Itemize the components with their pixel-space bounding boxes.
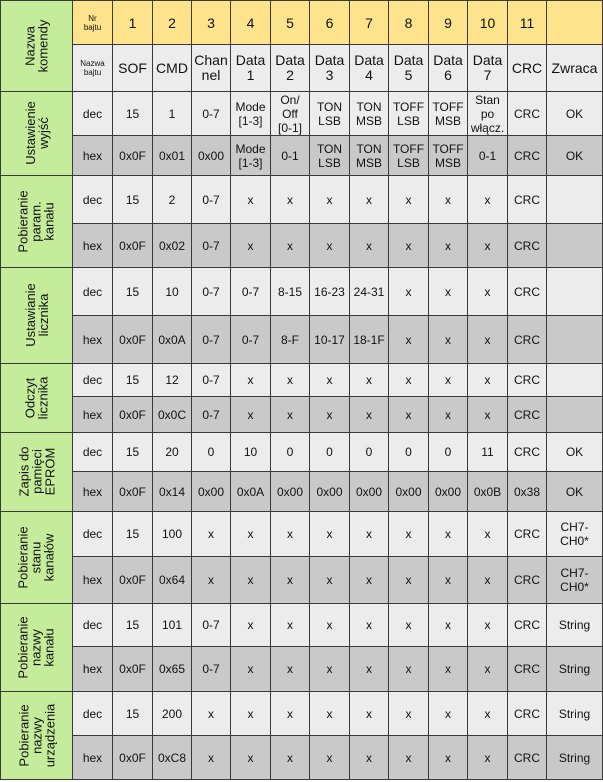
byte-value: x (350, 647, 389, 692)
byte-value: x (310, 604, 350, 647)
byte-value: x (310, 397, 350, 433)
byte-value: CH7- CH0* (547, 557, 603, 604)
byte-value: 0 (310, 433, 350, 472)
byte-value: OK (547, 433, 603, 472)
byte-value: x (468, 557, 508, 604)
byte-value: x (231, 647, 271, 692)
byte-value: 101 (153, 604, 192, 647)
byte-value: 0-7 (192, 604, 231, 647)
byte-value: 10-17 (310, 316, 350, 364)
table-row (1, 512, 603, 557)
byte-value: 0x00 (271, 472, 310, 512)
byte-value: CRC (508, 736, 547, 780)
byte-value: x (350, 397, 389, 433)
byte-value: x (231, 176, 271, 224)
byte-value: 20 (153, 433, 192, 472)
byte-value: 0-7 (192, 397, 231, 433)
byte-value: x (429, 512, 468, 557)
row-format-label: dec (73, 433, 113, 472)
byte-value: 16-23 (310, 268, 350, 316)
byte-value: 0x0F (113, 136, 153, 176)
byte-value: String (547, 692, 603, 736)
byte-value: x (350, 557, 389, 604)
byte-value: x (468, 512, 508, 557)
byte-value: 0x0F (113, 736, 153, 780)
byte-value: 0 (350, 433, 389, 472)
byte-value: CRC (508, 512, 547, 557)
row-format-label: hex (73, 472, 113, 512)
command-name-cell (1, 364, 73, 433)
table-row (1, 92, 603, 136)
byte-number: 8 (389, 1, 429, 45)
byte-value: x (271, 647, 310, 692)
byte-value: TOFF MSB (429, 92, 468, 136)
byte-value: 0-7 (192, 92, 231, 136)
byte-value: x (468, 604, 508, 647)
byte-value: x (231, 364, 271, 397)
byte-value: x (350, 364, 389, 397)
byte-value: TOFF LSB (389, 136, 429, 176)
byte-value: 15 (113, 176, 153, 224)
byte-value: x (429, 647, 468, 692)
byte-value: 0x64 (153, 557, 192, 604)
byte-value: CRC (508, 647, 547, 692)
corner-cell (1, 1, 73, 92)
byte-value: x (429, 736, 468, 780)
byte-name: Data 6 (429, 45, 468, 92)
byte-value: CRC (508, 397, 547, 433)
byte-value: 0x0B (468, 472, 508, 512)
byte-value: 24-31 (350, 268, 389, 316)
command-name-cell (1, 433, 73, 512)
byte-value: x (468, 176, 508, 224)
byte-value: x (310, 557, 350, 604)
byte-value: TON MSB (350, 136, 389, 176)
command-name: Pobieranie param. kanału (16, 189, 57, 253)
byte-value (547, 397, 603, 433)
byte-value: x (468, 364, 508, 397)
row-format-label: dec (73, 176, 113, 224)
byte-value: x (350, 604, 389, 647)
byte-value: CRC (508, 268, 547, 316)
byte-value: x (389, 176, 429, 224)
byte-value: x (192, 557, 231, 604)
byte-value: x (468, 647, 508, 692)
byte-value: x (271, 224, 310, 268)
byte-value: x (429, 604, 468, 647)
byte-value: Mode [1-3] (231, 92, 271, 136)
byte-value: x (468, 268, 508, 316)
command-name-cell (1, 268, 73, 364)
byte-value: x (389, 512, 429, 557)
byte-value: x (429, 176, 468, 224)
byte-value: String (547, 604, 603, 647)
table-row (1, 433, 603, 472)
row-format-label: hex (73, 736, 113, 780)
byte-value: CRC (508, 604, 547, 647)
byte-number: 7 (350, 1, 389, 45)
byte-value: TON MSB (350, 92, 389, 136)
byte-value: 10 (231, 433, 271, 472)
byte-value: x (350, 224, 389, 268)
byte-value: x (310, 176, 350, 224)
command-name-cell (1, 92, 73, 176)
byte-value: OK (547, 472, 603, 512)
byte-value: 0-7 (192, 176, 231, 224)
byte-value: x (231, 557, 271, 604)
byte-value: x (192, 512, 231, 557)
row-format-label: dec (73, 268, 113, 316)
byte-value: x (389, 604, 429, 647)
byte-value: TON LSB (310, 136, 350, 176)
byte-value: x (231, 224, 271, 268)
byte-name: SOF (113, 45, 153, 92)
command-name-cell (1, 176, 73, 268)
byte-value: 0x00 (192, 472, 231, 512)
byte-number: 11 (508, 1, 547, 45)
table-row (1, 397, 603, 433)
byte-value: 15 (113, 433, 153, 472)
byte-number: 2 (153, 1, 192, 45)
byte-value: CH7- CH0* (547, 512, 603, 557)
byte-value: String (547, 647, 603, 692)
byte-value: x (429, 397, 468, 433)
byte-value: OK (547, 92, 603, 136)
byte-value: 0x65 (153, 647, 192, 692)
byte-value: x (192, 736, 231, 780)
byte-value: 0x00 (429, 472, 468, 512)
byte-value: x (468, 736, 508, 780)
byte-value: Stan po włącz. (468, 92, 508, 136)
byte-value: 15 (113, 692, 153, 736)
command-name: Odczyt licznika (22, 376, 51, 419)
byte-value: 100 (153, 512, 192, 557)
byte-value: CRC (508, 224, 547, 268)
row-format-label: dec (73, 604, 113, 647)
table-row (1, 176, 603, 224)
command-name: Zapis do pamięci EPROM (16, 446, 57, 497)
byte-value: x (389, 397, 429, 433)
byte-value: x (231, 512, 271, 557)
byte-value (547, 364, 603, 397)
byte-value: x (310, 736, 350, 780)
row-format-label: hex (73, 316, 113, 364)
byte-value: x (350, 692, 389, 736)
byte-value: 0xC8 (153, 736, 192, 780)
byte-value: 15 (113, 512, 153, 557)
byte-value: 0x14 (153, 472, 192, 512)
byte-name: Zwraca (547, 45, 603, 92)
command-name-cell (1, 692, 73, 780)
table-row (1, 224, 603, 268)
byte-value: 200 (153, 692, 192, 736)
header-row-numbers (1, 1, 603, 45)
byte-value: CRC (508, 364, 547, 397)
byte-value: x (350, 176, 389, 224)
byte-value: x (231, 736, 271, 780)
byte-value (547, 224, 603, 268)
byte-value: CRC (508, 692, 547, 736)
table-row (1, 736, 603, 780)
table-row (1, 136, 603, 176)
byte-value: 0-1 (271, 136, 310, 176)
nazwa-bajtu-label: Nazwa bajtu (73, 45, 113, 92)
byte-value: x (350, 512, 389, 557)
table-row (1, 364, 603, 397)
byte-value: OK (547, 136, 603, 176)
byte-value: x (271, 692, 310, 736)
byte-value: x (389, 268, 429, 316)
row-format-label: dec (73, 692, 113, 736)
byte-value: 0x0F (113, 224, 153, 268)
byte-value: 0x0F (113, 647, 153, 692)
byte-value: x (468, 692, 508, 736)
byte-value: x (389, 224, 429, 268)
table-row (1, 472, 603, 512)
byte-value: 15 (113, 92, 153, 136)
byte-value: x (271, 397, 310, 433)
byte-number: 5 (271, 1, 310, 45)
row-format-label: hex (73, 136, 113, 176)
byte-value: On/ Off [0-1] (271, 92, 310, 136)
byte-value: 15 (113, 604, 153, 647)
table-body (1, 1, 603, 780)
byte-value: 0-7 (192, 647, 231, 692)
nr-bajtu-label: Nr bajtu (73, 1, 113, 45)
byte-name: Data 2 (271, 45, 310, 92)
byte-value: 0x0F (113, 397, 153, 433)
byte-value: TON LSB (310, 92, 350, 136)
row-format-label: hex (73, 397, 113, 433)
byte-value: CRC (508, 433, 547, 472)
byte-number: 3 (192, 1, 231, 45)
byte-value: 1 (153, 92, 192, 136)
byte-value: x (389, 692, 429, 736)
byte-value: 0-7 (231, 316, 271, 364)
byte-value: x (468, 224, 508, 268)
byte-value: x (271, 604, 310, 647)
byte-value: x (429, 692, 468, 736)
byte-value: x (271, 736, 310, 780)
byte-value: 18-1F (350, 316, 389, 364)
byte-value: 0x0C (153, 397, 192, 433)
byte-value: x (271, 512, 310, 557)
byte-value (547, 316, 603, 364)
byte-value: 10 (153, 268, 192, 316)
byte-value: x (271, 176, 310, 224)
table-row (1, 647, 603, 692)
byte-value: 0x01 (153, 136, 192, 176)
row-format-label: hex (73, 224, 113, 268)
byte-name: CRC (508, 45, 547, 92)
byte-value: 0-1 (468, 136, 508, 176)
byte-value: 0x00 (350, 472, 389, 512)
byte-number: 10 (468, 1, 508, 45)
byte-value: 0x0A (153, 316, 192, 364)
byte-value: 0x0F (113, 557, 153, 604)
byte-value: 0 (271, 433, 310, 472)
byte-value: x (429, 316, 468, 364)
byte-value: x (310, 647, 350, 692)
byte-value: x (271, 557, 310, 604)
command-name: Pobieranie nazwy kanału (16, 615, 57, 679)
table-row (1, 604, 603, 647)
byte-value: 0x00 (389, 472, 429, 512)
command-name: Pobieranie nazwy urządzenia (15, 703, 57, 767)
command-name-cell (1, 604, 73, 692)
byte-number: 4 (231, 1, 271, 45)
byte-value: x (429, 364, 468, 397)
byte-value: x (429, 557, 468, 604)
command-name: Ustawianie licznika (22, 283, 51, 347)
byte-value (547, 268, 603, 316)
header-row-names (1, 45, 603, 92)
byte-value: x (389, 647, 429, 692)
byte-value: 12 (153, 364, 192, 397)
byte-value: CRC (508, 92, 547, 136)
byte-value: x (310, 692, 350, 736)
byte-name: Data 4 (350, 45, 389, 92)
row-format-label: dec (73, 512, 113, 557)
byte-value: 8-15 (271, 268, 310, 316)
byte-value: 0-7 (192, 364, 231, 397)
byte-name: Data 7 (468, 45, 508, 92)
table-row (1, 692, 603, 736)
row-format-label: hex (73, 557, 113, 604)
byte-value: x (468, 316, 508, 364)
byte-value: x (192, 692, 231, 736)
byte-name: Data 1 (231, 45, 271, 92)
byte-value: x (389, 364, 429, 397)
byte-number: 9 (429, 1, 468, 45)
byte-value: x (231, 692, 271, 736)
row-format-label: hex (73, 647, 113, 692)
byte-value: 0x00 (310, 472, 350, 512)
table-row (1, 316, 603, 364)
byte-value: 0x00 (192, 136, 231, 176)
byte-value: x (310, 224, 350, 268)
corner-label: Nazwa komendy (22, 19, 51, 72)
byte-name: CMD (153, 45, 192, 92)
byte-name: Data 5 (389, 45, 429, 92)
byte-value: 15 (113, 364, 153, 397)
byte-value: Mode [1-3] (231, 136, 271, 176)
byte-number: 1 (113, 1, 153, 45)
byte-value: 0-7 (231, 268, 271, 316)
byte-value: 0-7 (192, 224, 231, 268)
command-name: Ustawienie wyjść (22, 101, 51, 165)
byte-value: CRC (508, 176, 547, 224)
byte-value: CRC (508, 316, 547, 364)
byte-value: 8-F (271, 316, 310, 364)
byte-value: 0x0F (113, 472, 153, 512)
byte-name: Data 3 (310, 45, 350, 92)
byte-value: TOFF LSB (389, 92, 429, 136)
byte-name: Chan nel (192, 45, 231, 92)
byte-value (547, 176, 603, 224)
byte-value: 15 (113, 268, 153, 316)
byte-value: x (468, 397, 508, 433)
byte-value: CRC (508, 136, 547, 176)
byte-value: x (271, 364, 310, 397)
byte-value: x (429, 268, 468, 316)
byte-value: 0x0A (231, 472, 271, 512)
byte-value: 0 (429, 433, 468, 472)
command-name: Pobieranie stanu kanałów (16, 525, 57, 589)
byte-value: TOFF MSB (429, 136, 468, 176)
byte-value: 0-7 (192, 268, 231, 316)
table-row (1, 557, 603, 604)
byte-value: x (429, 224, 468, 268)
byte-value: x (310, 512, 350, 557)
command-name-cell (1, 512, 73, 604)
byte-value: x (389, 736, 429, 780)
byte-value: 0x38 (508, 472, 547, 512)
byte-value: x (310, 364, 350, 397)
byte-value: 0-7 (192, 316, 231, 364)
table-row (1, 268, 603, 316)
byte-value: x (231, 397, 271, 433)
byte-value: x (389, 316, 429, 364)
byte-value: x (389, 557, 429, 604)
byte-value: CRC (508, 557, 547, 604)
row-format-label: dec (73, 92, 113, 136)
byte-value: 0x02 (153, 224, 192, 268)
byte-value: 11 (468, 433, 508, 472)
byte-value: 0 (192, 433, 231, 472)
byte-value: x (231, 604, 271, 647)
byte-number: 6 (310, 1, 350, 45)
byte-number (547, 1, 603, 45)
byte-value: x (350, 736, 389, 780)
byte-value: String (547, 736, 603, 780)
byte-value: 0x0F (113, 316, 153, 364)
byte-value: 2 (153, 176, 192, 224)
byte-value: 0 (389, 433, 429, 472)
row-format-label: dec (73, 364, 113, 397)
